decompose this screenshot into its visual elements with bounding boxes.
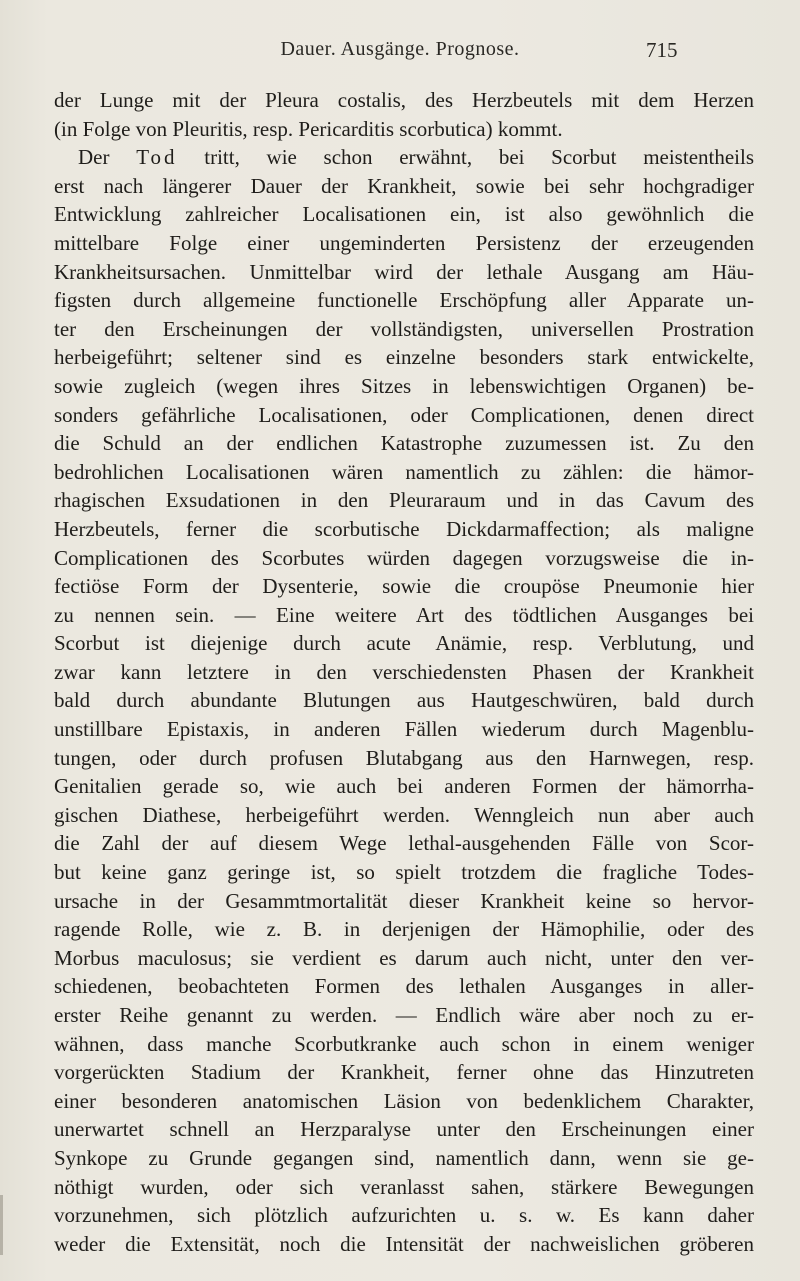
text-line: unerwartet schnell an Herzparalyse unter den Erscheinungen einer bbox=[54, 1117, 754, 1142]
text-line: zu nennen sein. — Eine weitere Art des tödtlichen Ausganges bei bbox=[54, 602, 754, 627]
text-line: der Lunge mit der Pleura costalis, des Herzbeutels mit dem Herzen bbox=[54, 88, 754, 112]
text-line: Herzbeutels, ferner die scorbutische Dickdarmaffection; als maligne bbox=[54, 516, 754, 541]
text-line: figsten durch allgemeine functionelle Erschöpfung aller Apparate un- bbox=[54, 288, 754, 313]
text-line: Synkope zu Grunde gegangen sind, namentlich dann, wenn sie ge- bbox=[54, 1145, 754, 1170]
text-line: erster Reihe genannt zu werden. — Endlich wäre aber noch zu er- bbox=[54, 1003, 754, 1027]
page-edge-shadow bbox=[0, 1195, 3, 1255]
text-line: (in Folge von Pleuritis, resp. Pericarditis scorbutica) kommt. bbox=[54, 116, 563, 141]
running-head bbox=[0, 38, 800, 68]
text-line: bedrohlichen Localisationen wären namentlich zu zählen: die hämor- bbox=[54, 459, 754, 484]
running-head-title: Dauer. Ausgänge. Prognose. bbox=[280, 38, 520, 60]
text-line: vorgerückten Stadium der Krankheit, ferner ohne das Hinzutreten bbox=[54, 1060, 754, 1085]
text-line bbox=[54, 143, 754, 172]
text-line: mittelbare Folge einer ungeminderten Persistenz der erzeugenden bbox=[54, 230, 754, 255]
text-line: sonders gefährliche Localisationen, oder Complicationen, denen direct bbox=[54, 402, 754, 427]
emphasized-word: Tod bbox=[136, 145, 178, 170]
text-line: Entwicklung zahlreicher Localisationen ein, ist also gewöhnlich die bbox=[54, 202, 754, 227]
text-line: but keine ganz geringe ist, so spielt trotzdem die fragliche Todes- bbox=[54, 860, 754, 885]
text-line: herbeigeführt; seltener sind es einzelne besonders stark entwickelte, bbox=[54, 345, 754, 370]
text-line: ragende Rolle, wie z. B. in derjenigen der Hämophilie, oder des bbox=[54, 917, 754, 942]
text-line: schiedenen, beobachteten Formen des lethalen Ausganges in aller- bbox=[54, 974, 754, 999]
text-line: Genitalien gerade so, wie auch bei anderen Formen der hämorrha- bbox=[54, 774, 754, 799]
text-line: wähnen, dass manche Scorbutkranke auch schon in einem weniger bbox=[54, 1031, 754, 1056]
text-line: fectiöse Form der Dysenterie, sowie die croupöse Pneumonie hier bbox=[54, 574, 754, 599]
text-line: nöthigt wurden, oder sich veranlasst sahen, stärkere Bewegungen bbox=[54, 1174, 754, 1199]
text-line: weder die Extensität, noch die Intensität der nachweislichen gröberen bbox=[54, 1231, 754, 1256]
text-line: Scorbut ist diejenige durch acute Anämie, resp. Verblutung, und bbox=[54, 631, 754, 656]
text-line: vorzunehmen, sich plötzlich aufzurichten u. s. w. Es kann daher bbox=[54, 1203, 754, 1228]
text-line: gischen Diathese, herbeigeführt werden. Wenngleich nun aber auch bbox=[54, 802, 754, 827]
text-line: Morbus maculosus; sie verdient es darum auch nicht, unter den ver- bbox=[54, 945, 754, 970]
text-line: tungen, oder durch profusen Blutabgang aus den Harnwegen, resp. bbox=[54, 745, 754, 770]
text-line: die Schuld an der endlichen Katastrophe zuzumessen ist. Zu den bbox=[54, 431, 754, 456]
text-line: ursache in der Gesammtmortalität dieser Krankheit keine so hervor- bbox=[54, 888, 754, 913]
text-line: bald durch abundante Blutungen aus Hautgeschwüren, bald durch bbox=[54, 688, 754, 713]
text-line: einer besonderen anatomischen Läsion von bedenklichem Charakter, bbox=[54, 1088, 754, 1113]
text-line: zwar kann letztere in den verschiedensten Phasen der Krankheit bbox=[54, 659, 754, 684]
text-line: Complicationen des Scorbutes würden dagegen vorzugsweise die in- bbox=[54, 545, 754, 570]
text-line: Krankheitsursachen. Unmittelbar wird der lethale Ausgang am Häu- bbox=[54, 259, 754, 284]
text-line: sowie zugleich (wegen ihres Sitzes in lebenswichtigen Organen) be- bbox=[54, 373, 754, 398]
text-fragment: tritt, wie schon erwähnt, bei Scorbut meistentheils bbox=[177, 145, 754, 170]
text-line: die Zahl der auf diesem Wege lethal-ausgehenden Fälle von Scor- bbox=[54, 831, 754, 856]
text-line: erst nach längerer Dauer der Krankheit, sowie bei sehr hochgradiger bbox=[54, 173, 754, 198]
body-text bbox=[54, 86, 754, 1258]
text-line: rhagischen Exsudationen in den Pleuraraum und in das Cavum des bbox=[54, 488, 754, 513]
text-line: ter den Erscheinungen der vollständigsten, universellen Prostration bbox=[54, 316, 754, 341]
page-number: 715 bbox=[646, 38, 678, 62]
text-fragment: Der bbox=[78, 145, 137, 170]
text-line: unstillbare Epistaxis, in anderen Fällen wiederum durch Magenblu- bbox=[54, 717, 754, 742]
